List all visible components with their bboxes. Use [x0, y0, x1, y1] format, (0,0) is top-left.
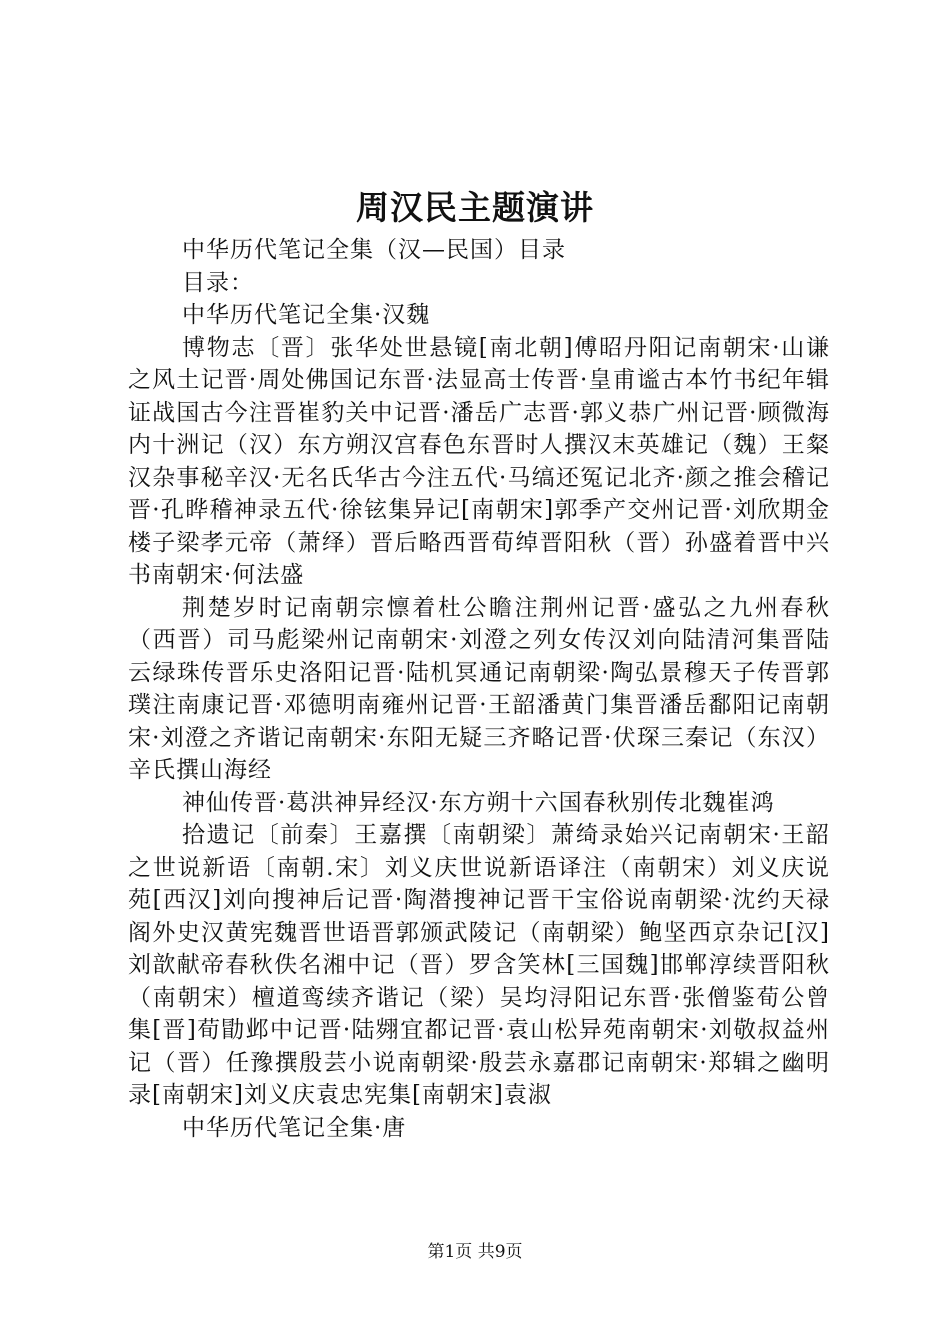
- page-footer: 第1页 共9页: [427, 1242, 523, 1262]
- paragraph-collection-heading: 中华历代笔记全集（汉—民国）目录: [182, 237, 566, 263]
- paragraph-entries-1: 博物志〔晋〕张华处世悬镜[南北朝]傅昭丹阳记南朝宋·山谦之风土记晋·周处佛国记东晋·法显高士传晋·皇甫谧古本竹书纪年辑证战国古今注晋崔豹关中记晋·潘岳广志晋·郭义恭广州记晋·顾微海内十洲记（汉）东方朔汉宫春色东晋时人撰汉末英雄记（魏）王粲汉杂事秘辛汉·无名氏华古今注五代·马缟还冤记北齐·颜之推会稽记晋·孔晔稽神录五代·徐铉集异记[南朝宋]郭季产交州记晋·刘欣期金楼子梁孝元帝（萧绎）晋后略西晋荀绰晋阳秋（晋）孙盛着晋中兴书南朝宋·何法盛: [128, 334, 830, 588]
- paragraph-section-tang: 中华历代笔记全集·唐: [182, 1114, 407, 1141]
- paragraph-entries-3: 神仙传晋·葛洪神异经汉·东方朔十六国春秋别传北魏崔鸿: [182, 789, 775, 816]
- paragraph-entries-4: 拾遗记〔前秦〕王嘉撰〔南朝梁〕萧绮录始兴记南朝宋·王韶之世说新语〔南朝.宋〕刘义庆世说新语译注（南朝宋）刘义庆说苑[西汉]刘向搜神后记晋·陶潜搜神记晋干宝俗说南朝梁·沈约天禄阁外史汉黄宪魏晋世语晋郭颁武陵记（南朝梁）鲍坚西京杂记[汉]刘歆献帝春秋佚名湘中记（晋）罗含笑林[三国魏]邯郸淳续晋阳秋（南朝宋）檀道鸾续齐谐记（梁）吴均浔阳记东晋·张僧鉴荀公曾集[晋]荀勖邺中记晋·陆翙宜都记晋·袁山松异苑南朝宋·刘敬叔益州记（晋）任豫撰殷芸小说南朝梁·殷芸永嘉郡记南朝宋·郑辑之幽明录[南朝宋]刘义庆袁忠宪集[南朝宋]袁淑: [128, 822, 830, 1108]
- document-title: 周汉民主题演讲: [356, 188, 594, 227]
- paragraph-entries-2: 荆楚岁时记南朝宗懔着杜公瞻注荆州记晋·盛弘之九州春秋（西晋）司马彪梁州记南朝宋·刘澄之列女传汉刘向陆清河集晋陆云绿珠传晋乐史洛阳记晋·陆机冥通记南朝梁·陶弘景穆天子传晋郭璞注南康记晋·邓德明南雍州记晋·王韶潘黄门集晋潘岳鄱阳记南朝宋·刘澄之齐谐记南朝宋·东阳无疑三齐略记晋·伏琛三秦记（东汉）辛氏撰山海经: [128, 594, 830, 783]
- document-body: [128, 234, 830, 1144]
- paragraph-section-han-wei: 中华历代笔记全集·汉魏: [182, 302, 431, 328]
- paragraph-contents-label: 目录：: [182, 269, 254, 296]
